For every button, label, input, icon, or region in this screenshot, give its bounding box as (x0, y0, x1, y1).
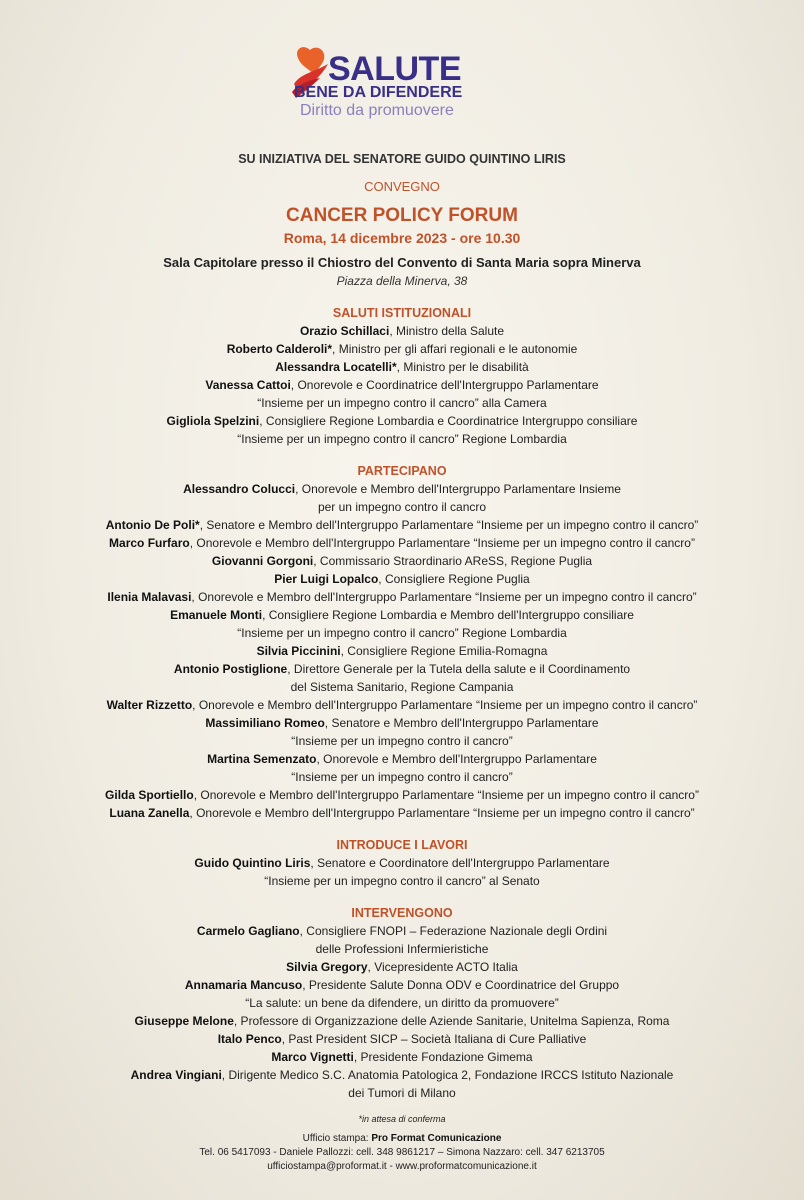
speaker-role: , Onorevole e Membro dell'Intergruppo Parlamentare “Insieme per un impegno contro il cancro” (189, 536, 695, 550)
speaker-line (30, 340, 774, 358)
speaker-role: “Insieme per un impegno contro il cancro” Regione Lombardia (237, 432, 567, 446)
speaker-name: Giovanni Gorgoni (211, 554, 314, 568)
speaker-role: , Ministro per gli affari regionali e le autonomie (332, 342, 578, 356)
speaker-line (30, 322, 774, 340)
speaker-line (30, 922, 774, 940)
press-agency: Pro Format Comunicazione (371, 1133, 502, 1144)
speaker-name: Gilda Sportiello (105, 788, 194, 802)
speaker-line (30, 976, 774, 994)
speaker-role: , Onorevole e Membro dell'Intergruppo Parlamentare “Insieme per un impegno contro il cancro” (189, 806, 695, 820)
speaker-role: delle Professioni Infermieristiche (315, 942, 489, 956)
speaker-line (30, 430, 774, 448)
section-heading-intervengono: INTERVENGONO (351, 906, 453, 920)
speaker-role: , Onorevole e Membro dell'Intergruppo Parlamentare “Insieme per un impegno contro il cancro” (193, 788, 699, 802)
speaker-role: , Presidente Fondazione Gimema (353, 1050, 533, 1064)
speaker-line (30, 994, 774, 1012)
speaker-name: Luana Zanella (109, 806, 190, 820)
section-heading-partecipano: PARTECIPANO (357, 464, 447, 478)
speaker-name: Guido Quintino Liris (194, 856, 311, 870)
speaker-name: Silvia Gregory (286, 960, 368, 974)
speaker-list (30, 854, 774, 890)
speaker-name: Andrea Vingiani (130, 1068, 222, 1082)
event-address: Piazza della Minerva, 38 (336, 274, 468, 288)
event-logo (290, 44, 490, 128)
event-title: CANCER POLICY FORUM (286, 205, 518, 226)
speaker-role: , Senatore e Membro dell'Intergruppo Parlamentare (324, 716, 599, 730)
section-heading-introduce: INTRODUCE I LAVORI (336, 838, 468, 852)
speaker-line (30, 1030, 774, 1048)
speaker-line (30, 588, 774, 606)
speaker-line (30, 768, 774, 786)
speaker-line (30, 358, 774, 376)
section-heading-saluti: SALUTI ISTITUZIONALI (332, 306, 472, 320)
speaker-line (30, 498, 774, 516)
speaker-line (30, 642, 774, 660)
speaker-role: , Onorevole e Membro dell'Intergruppo Parlamentare (316, 752, 597, 766)
speaker-list (30, 322, 774, 448)
confirmation-note: *in attesa di conferma (358, 1114, 446, 1124)
speaker-role: , Consigliere Regione Emilia-Romagna (340, 644, 548, 658)
speaker-line (30, 394, 774, 412)
speaker-line (30, 624, 774, 642)
speaker-role: , Consigliere Regione Lombardia e Membro dell'Intergruppo consiliare (262, 608, 634, 622)
speaker-role: “Insieme per un impegno contro il cancro” Regione Lombardia (237, 626, 567, 640)
speaker-role: del Sistema Sanitario, Regione Campania (290, 680, 514, 694)
speaker-role: , Direttore Generale per la Tutela della salute e il Coordinamento (287, 662, 631, 676)
logo-tagline: Diritto da promuovere (300, 102, 454, 119)
speaker-role: dei Tumori di Milano (348, 1086, 456, 1100)
speaker-name: Pier Luigi Lopalco (274, 572, 379, 586)
speaker-line (30, 854, 774, 872)
speaker-role: , Consigliere FNOPI – Federazione Nazionale degli Ordini (299, 924, 608, 938)
speaker-line (30, 412, 774, 430)
speaker-line (30, 1084, 774, 1102)
speaker-line (30, 1066, 774, 1084)
speaker-role: “Insieme per un impegno contro il cancro” (291, 734, 513, 748)
speaker-name: Emanuele Monti (170, 608, 263, 622)
speaker-role: , Ministro per le disabilità (396, 360, 529, 374)
speaker-line (30, 480, 774, 498)
speaker-line (30, 534, 774, 552)
speaker-line (30, 750, 774, 768)
press-label: Ufficio stampa: (302, 1133, 372, 1144)
speaker-name: Roberto Calderoli* (226, 342, 333, 356)
speaker-role: “Insieme per un impegno contro il cancro” alla Camera (257, 396, 547, 410)
speaker-name: Orazio Schillaci (299, 324, 390, 338)
press-office (30, 1132, 774, 1146)
speaker-line (30, 678, 774, 696)
event-type: CONVEGNO (364, 179, 440, 194)
speaker-name: Martina Semenzato (207, 752, 317, 766)
speaker-role: , Onorevole e Membro dell'Intergruppo Parlamentare Insieme (295, 482, 621, 496)
speaker-line (30, 606, 774, 624)
speaker-name: Antonio Postiglione (173, 662, 288, 676)
speaker-role: , Professore di Organizzazione delle Aziende Sanitarie, Unitelma Sapienza, Roma (233, 1014, 670, 1028)
speaker-role: per un impegno contro il cancro (317, 500, 487, 514)
event-venue: Sala Capitolare presso il Chiostro del Convento di Santa Maria sopra Minerva (163, 255, 641, 270)
speaker-line (30, 552, 774, 570)
speaker-role: , Senatore e Membro dell'Intergruppo Parlamentare “Insieme per un impegno contro il cancro” (199, 518, 699, 532)
speaker-line (30, 804, 774, 822)
speaker-name: Giuseppe Melone (134, 1014, 234, 1028)
speaker-line (30, 958, 774, 976)
press-contacts: Tel. 06 5417093 - Daniele Pallozzi: cell. 348 9861217 – Simona Nazzaro: cell. 347 6213705 (199, 1147, 605, 1158)
speaker-line (30, 376, 774, 394)
speaker-line (30, 1012, 774, 1030)
speaker-role: “Insieme per un impegno contro il cancro” (291, 770, 513, 784)
logo-subtitle: BENE DA DIFENDERE (294, 84, 463, 101)
speaker-name: Massimiliano Romeo (205, 716, 325, 730)
speaker-name: Carmelo Gagliano (196, 924, 300, 938)
speaker-role: “La salute: un bene da difendere, un diritto da promuovere” (245, 996, 559, 1010)
speaker-name: Antonio De Poli* (105, 518, 200, 532)
speaker-role: , Commissario Straordinario AReSS, Regione Puglia (313, 554, 593, 568)
speaker-name: Italo Penco (217, 1032, 282, 1046)
speaker-line (30, 570, 774, 588)
speaker-role: , Consigliere Regione Lombardia e Coordinatrice Intergruppo consiliare (259, 414, 638, 428)
logo-title: SALUTE (328, 50, 461, 88)
speaker-line (30, 516, 774, 534)
speaker-line (30, 940, 774, 958)
speaker-name: Alessandro Colucci (183, 482, 296, 496)
speaker-name: Alessandra Locatelli* (275, 360, 397, 374)
speaker-name: Ilenia Malavasi (107, 590, 192, 604)
speaker-line (30, 786, 774, 804)
speaker-role: , Senatore e Coordinatore dell'Intergruppo Parlamentare (310, 856, 610, 870)
speaker-name: Marco Vignetti (271, 1050, 354, 1064)
speaker-line (30, 714, 774, 732)
speaker-name: Marco Furfaro (109, 536, 190, 550)
speaker-role: , Presidente Salute Donna ODV e Coordinatrice del Gruppo (302, 978, 620, 992)
speaker-line (30, 1048, 774, 1066)
speaker-line (30, 696, 774, 714)
speaker-role: , Dirigente Medico S.C. Anatomia Patologica 2, Fondazione IRCCS Istituto Nazionale (221, 1068, 674, 1082)
speaker-role: “Insieme per un impegno contro il cancro” al Senato (264, 874, 540, 888)
speaker-role: , Onorevole e Membro dell'Intergruppo Parlamentare “Insieme per un impegno contro il cancro” (191, 590, 697, 604)
speaker-role: , Past President SICP – Società Italiana di Cure Palliative (281, 1032, 587, 1046)
speaker-role: , Vicepresidente ACTO Italia (367, 960, 518, 974)
speaker-line (30, 732, 774, 750)
speaker-role: , Onorevole e Membro dell'Intergruppo Parlamentare “Insieme per un impegno contro il cancro” (192, 698, 698, 712)
event-date: Roma, 14 dicembre 2023 - ore 10.30 (283, 230, 521, 246)
speaker-name: Walter Rizzetto (106, 698, 193, 712)
speaker-name: Gigliola Spelzini (166, 414, 260, 428)
speaker-role: , Consigliere Regione Puglia (378, 572, 530, 586)
speaker-name: Silvia Piccinini (256, 644, 341, 658)
press-web: ufficiostampa@proformat.it - www.proformatcomunicazione.it (267, 1161, 537, 1172)
speaker-line (30, 872, 774, 890)
initiative-line: SU INIZIATIVA DEL SENATORE GUIDO QUINTINO LIRIS (238, 152, 566, 166)
speaker-list (30, 922, 774, 1102)
speaker-role: , Ministro della Salute (389, 324, 505, 338)
speaker-line (30, 660, 774, 678)
speaker-name: Annamaria Mancuso (184, 978, 303, 992)
speaker-name: Vanessa Cattoi (205, 378, 291, 392)
speaker-list (30, 480, 774, 822)
program-content (30, 150, 774, 1174)
speaker-role: , Onorevole e Coordinatrice dell'Intergruppo Parlamentare (290, 378, 599, 392)
